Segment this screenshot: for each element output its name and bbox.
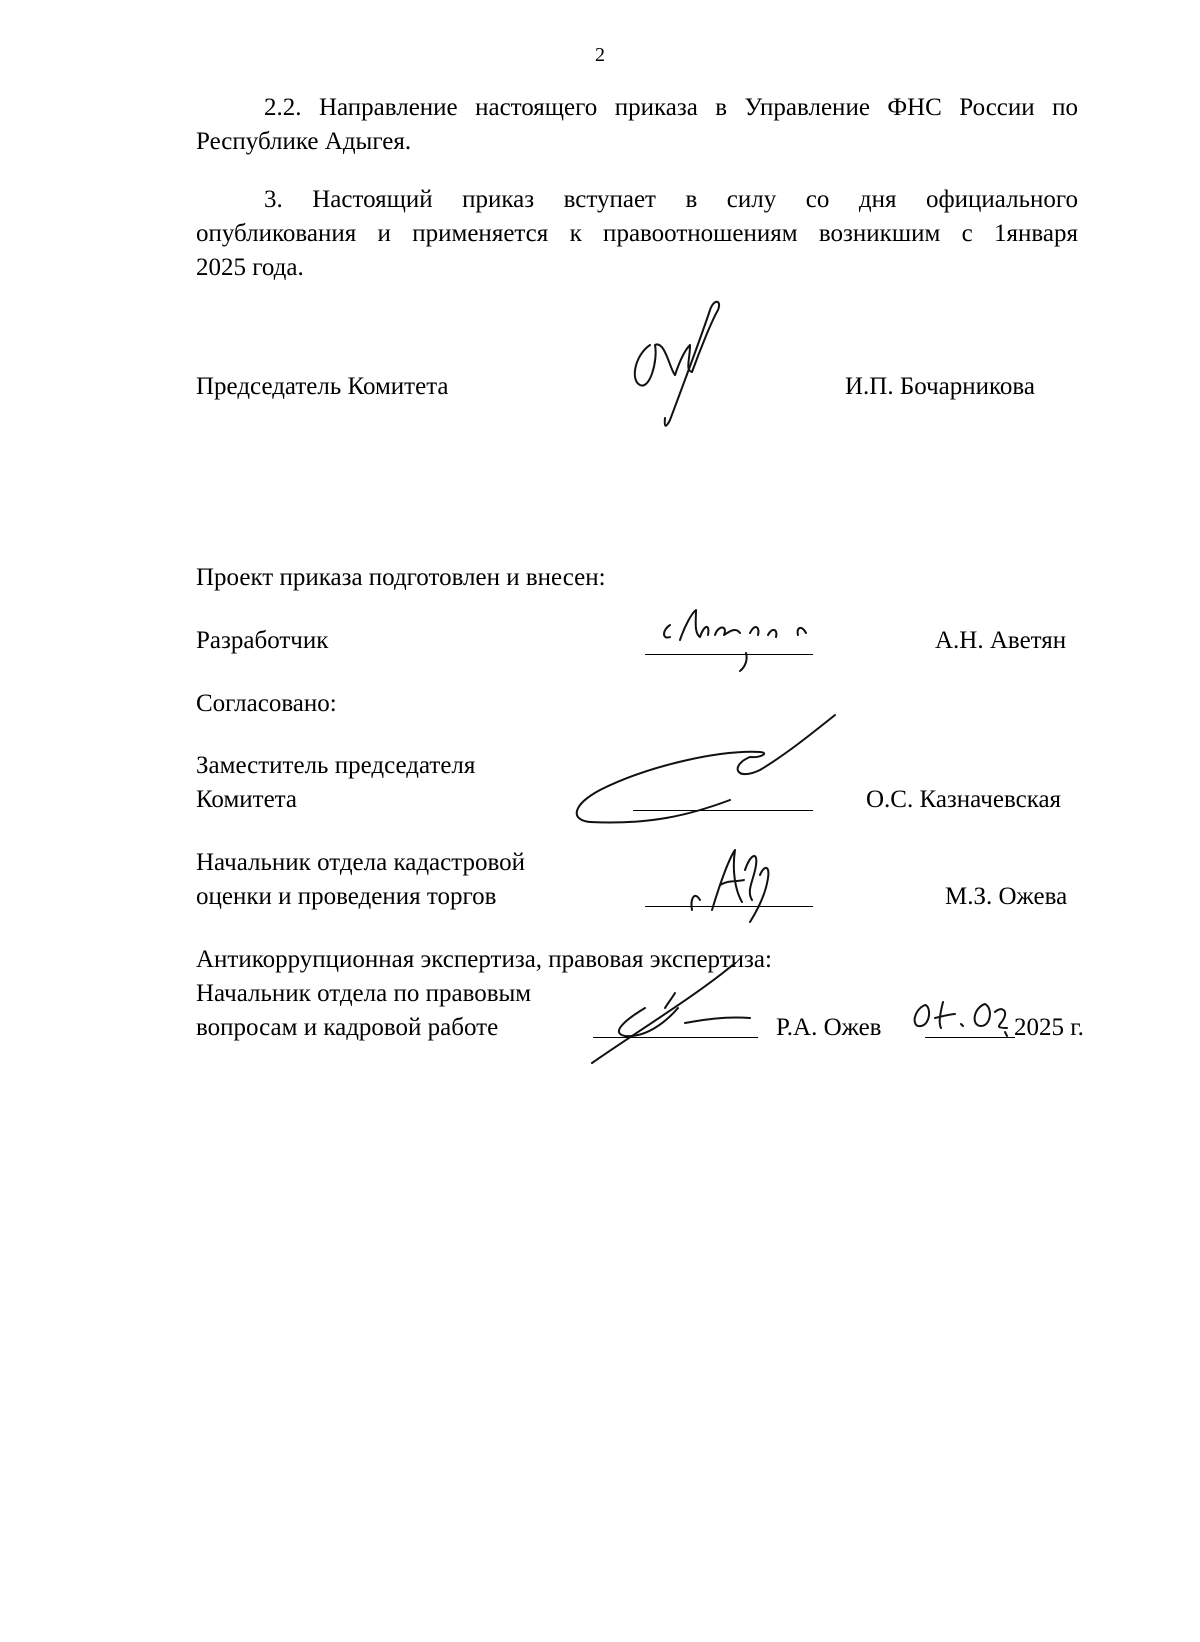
expertise-date-year: 2025 г. (1014, 1014, 1084, 1041)
cadastral-role-line1: Начальник отдела кадастровой (196, 849, 525, 876)
paragraph-line: 3. Настоящий приказ вступает в силу со дня официального (264, 186, 1078, 213)
handwritten-date (905, 990, 1015, 1050)
deputy-signature (560, 710, 850, 840)
paragraph-3 (196, 183, 1078, 285)
deputy-role-line2: Комитета (196, 786, 298, 813)
cadastral-signature (680, 830, 790, 930)
deputy-name: О.С. Казначевская (866, 786, 1062, 813)
deputy-role-line1: Заместитель председателя (196, 752, 476, 779)
paragraph-line: 2025 года. (196, 254, 304, 281)
developer-role: Разработчик (196, 627, 329, 654)
cadastral-role-line2: оценки и проведения торгов (196, 883, 497, 910)
chair-name: И.П. Бочарникова (845, 373, 1035, 400)
project-heading: Проект приказа подготовлен и внесен: (196, 564, 606, 591)
expertise-name: Р.А. Ожев (776, 1014, 882, 1041)
chair-signature (630, 300, 720, 430)
expertise-heading: Антикоррупционная экспертиза, правовая экспертиза: (196, 946, 772, 973)
expertise-role-line1: Начальник отдела по правовым (196, 980, 532, 1007)
paragraph-line: Республике Адыгея. (196, 128, 412, 155)
paragraph-line: 2.2. Направление настоящего приказа в Управление ФНС России по (264, 94, 1078, 121)
developer-signature (660, 605, 820, 675)
agreed-heading: Согласовано: (196, 690, 337, 717)
paragraph-line: опубликования и применяется к правоотношениям возникшим с 1января (196, 220, 1078, 247)
expertise-role-line2: вопросам и кадровой работе (196, 1014, 499, 1041)
paragraph-2-2 (196, 91, 1078, 159)
chair-position: Председатель Комитета (196, 373, 449, 400)
expertise-signature (590, 958, 770, 1068)
developer-name: А.Н. Аветян (935, 627, 1067, 654)
page-number: 2 (595, 44, 605, 66)
cadastral-name: М.З. Ожева (945, 883, 1068, 910)
